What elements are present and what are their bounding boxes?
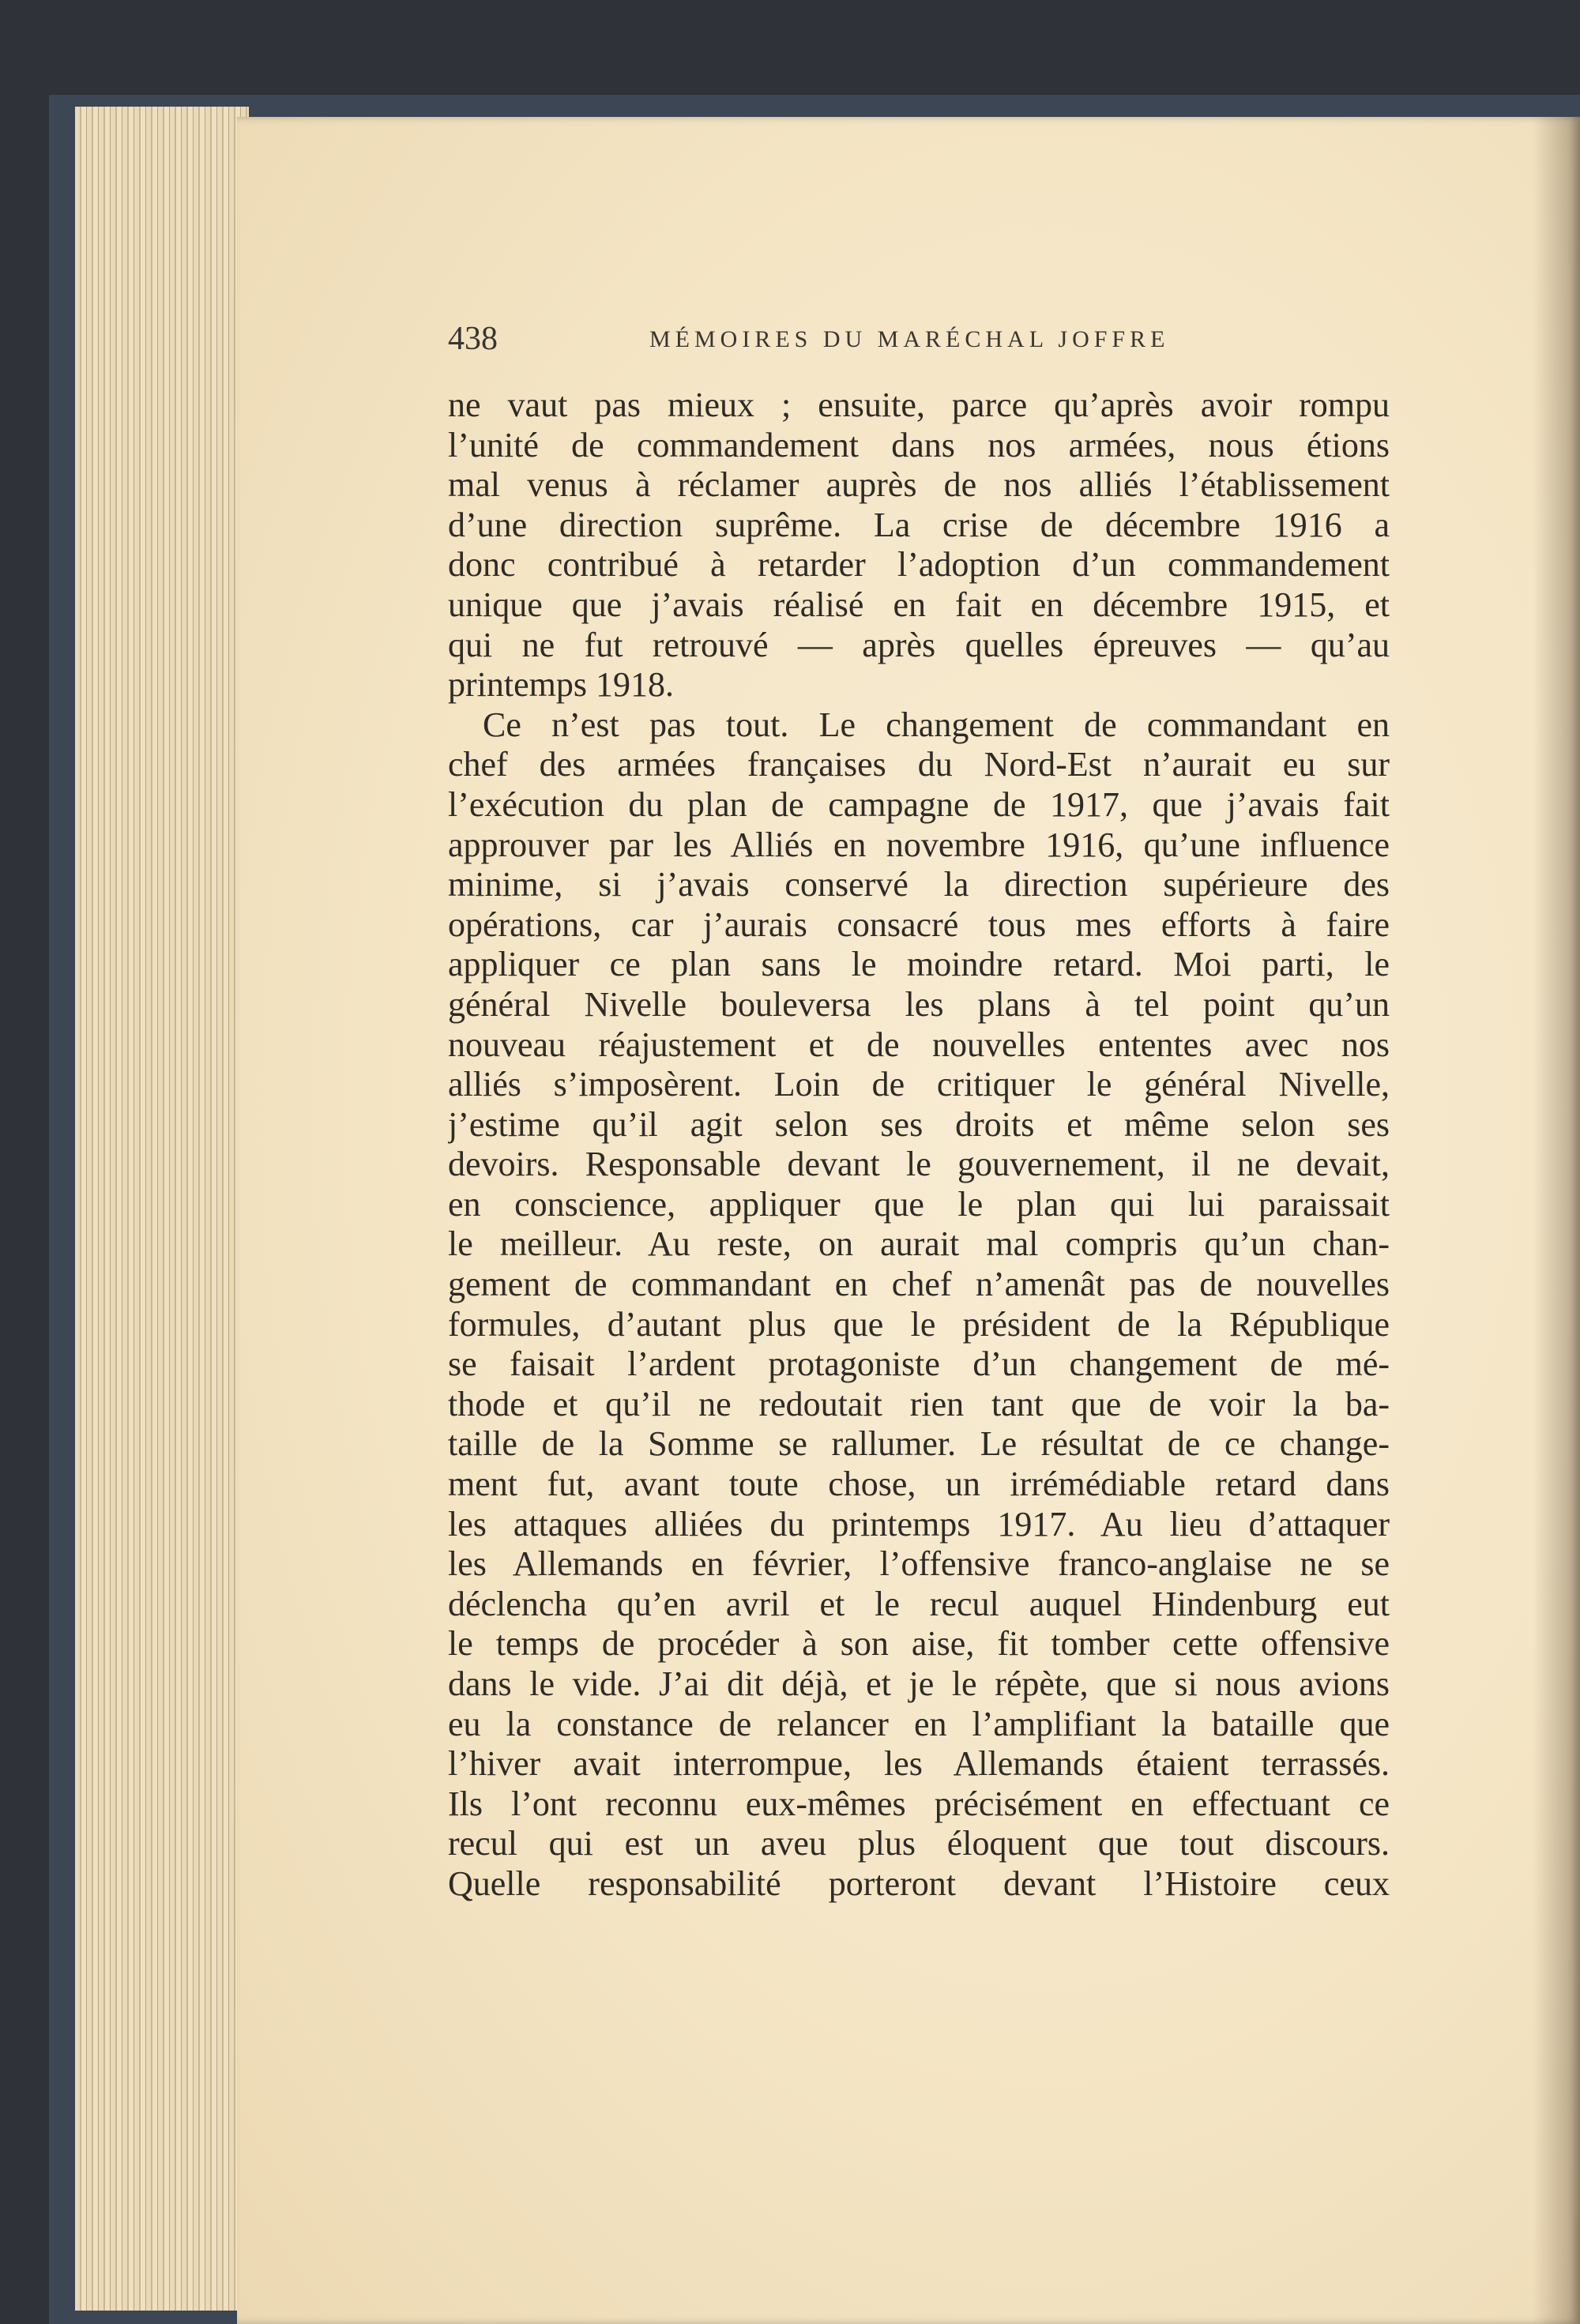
text-line: qui ne fut retrouvé — après quelles épreuves — qu’au [448, 625, 1390, 664]
text-line: nouveau réajustement et de nouvelles ententes avec nos [448, 1025, 1390, 1064]
text-line: unique que j’avais réalisé en fait en décembre 1915, et [448, 585, 1390, 624]
running-header [448, 320, 1388, 359]
text-line: Ce n’est pas tout. Le changement de commandant en [483, 705, 1390, 744]
text-line: j’estime qu’il agit selon ses droits et même selon ses [448, 1104, 1390, 1144]
text-line: les Allemands en février, l’offensive franco-anglaise ne se [448, 1544, 1390, 1584]
gutter-shadow [1533, 117, 1580, 2324]
text-line: opérations, car j’aurais consacré tous mes efforts à faire [448, 904, 1390, 944]
text-line: général Nivelle bouleversa les plans à tel point qu’un [448, 984, 1390, 1024]
text-line: alliés s’imposèrent. Loin de critiquer le général Nivelle, [448, 1065, 1390, 1104]
text-line: mal venus à réclamer auprès de nos alliés l’établissement [448, 465, 1390, 505]
text-line: l’unité de commandement dans nos armées, nous étions [448, 425, 1390, 464]
text-line: printemps 1918. [448, 665, 674, 705]
running-title: MÉMOIRES DU MARÉCHAL JOFFRE [649, 326, 1170, 352]
text-line: ne vaut pas mieux ; ensuite, parce qu’après avoir rompu [448, 385, 1390, 424]
text-line: devoirs. Responsable devant le gouvernement, il ne devait, [448, 1145, 1390, 1184]
text-line: gement de commandant en chef n’amenât pas de nouvelles [448, 1265, 1390, 1304]
text-line: déclencha qu’en avril et le recul auquel Hindenburg eut [448, 1584, 1390, 1623]
text-line: appliquer ce plan sans le moindre retard. Moi parti, le [448, 945, 1390, 984]
text-line: dans le vide. J’ai dit déjà, et je le répète, que si nous avions [448, 1664, 1390, 1703]
text-line: thode et qu’il ne redoutait rien tant que de voir la ba- [448, 1384, 1390, 1423]
text-line: formules, d’autant plus que le président de la République [448, 1304, 1390, 1344]
text-line: les attaques alliées du printemps 1917. Au lieu d’attaquer [448, 1504, 1390, 1544]
text-line: recul qui est un aveu plus éloquent que tout discours. [448, 1824, 1390, 1863]
text-line: approuver par les Alliés en novembre 1916, qu’une influence [448, 825, 1390, 864]
page-number: 438 [448, 321, 498, 357]
text-line: eu la constance de relancer en l’amplifiant la bataille que [448, 1704, 1390, 1743]
text-line: le meilleur. Au reste, on aurait mal compris qu’un chan- [448, 1224, 1390, 1264]
text-line: se faisait l’ardent protagoniste d’un changement de mé- [448, 1344, 1390, 1384]
text-line: chef des armées françaises du Nord-Est n’aurait eu sur [448, 745, 1390, 784]
text-line: minime, si j’avais conservé la direction supérieure des [448, 865, 1390, 904]
text-line: Ils l’ont reconnu eux-mêmes précisément en effectuant ce [448, 1784, 1390, 1823]
text-line: taille de la Somme se rallumer. Le résultat de ce change- [448, 1424, 1390, 1464]
text-line: donc contribué à retarder l’adoption d’un commandement [448, 545, 1390, 585]
text-line: l’exécution du plan de campagne de 1917, que j’avais fait [448, 784, 1390, 824]
page-edges [75, 107, 249, 2311]
text-line: d’une direction suprême. La crise de décembre 1916 a [448, 505, 1390, 544]
text-line: Quelle responsabilité porteront devant l’Histoire ceux [448, 1863, 1390, 1903]
text-line: en conscience, appliquer que le plan qui lui paraissait [448, 1184, 1390, 1224]
text-line: le temps de procéder à son aise, fit tomber cette offensive [448, 1624, 1390, 1664]
text-line: l’hiver avait interrompue, les Allemands étaient terrassés. [448, 1744, 1390, 1784]
text-line: ment fut, avant toute chose, un irrémédiable retard dans [448, 1465, 1390, 1504]
body-text [448, 385, 1390, 1905]
